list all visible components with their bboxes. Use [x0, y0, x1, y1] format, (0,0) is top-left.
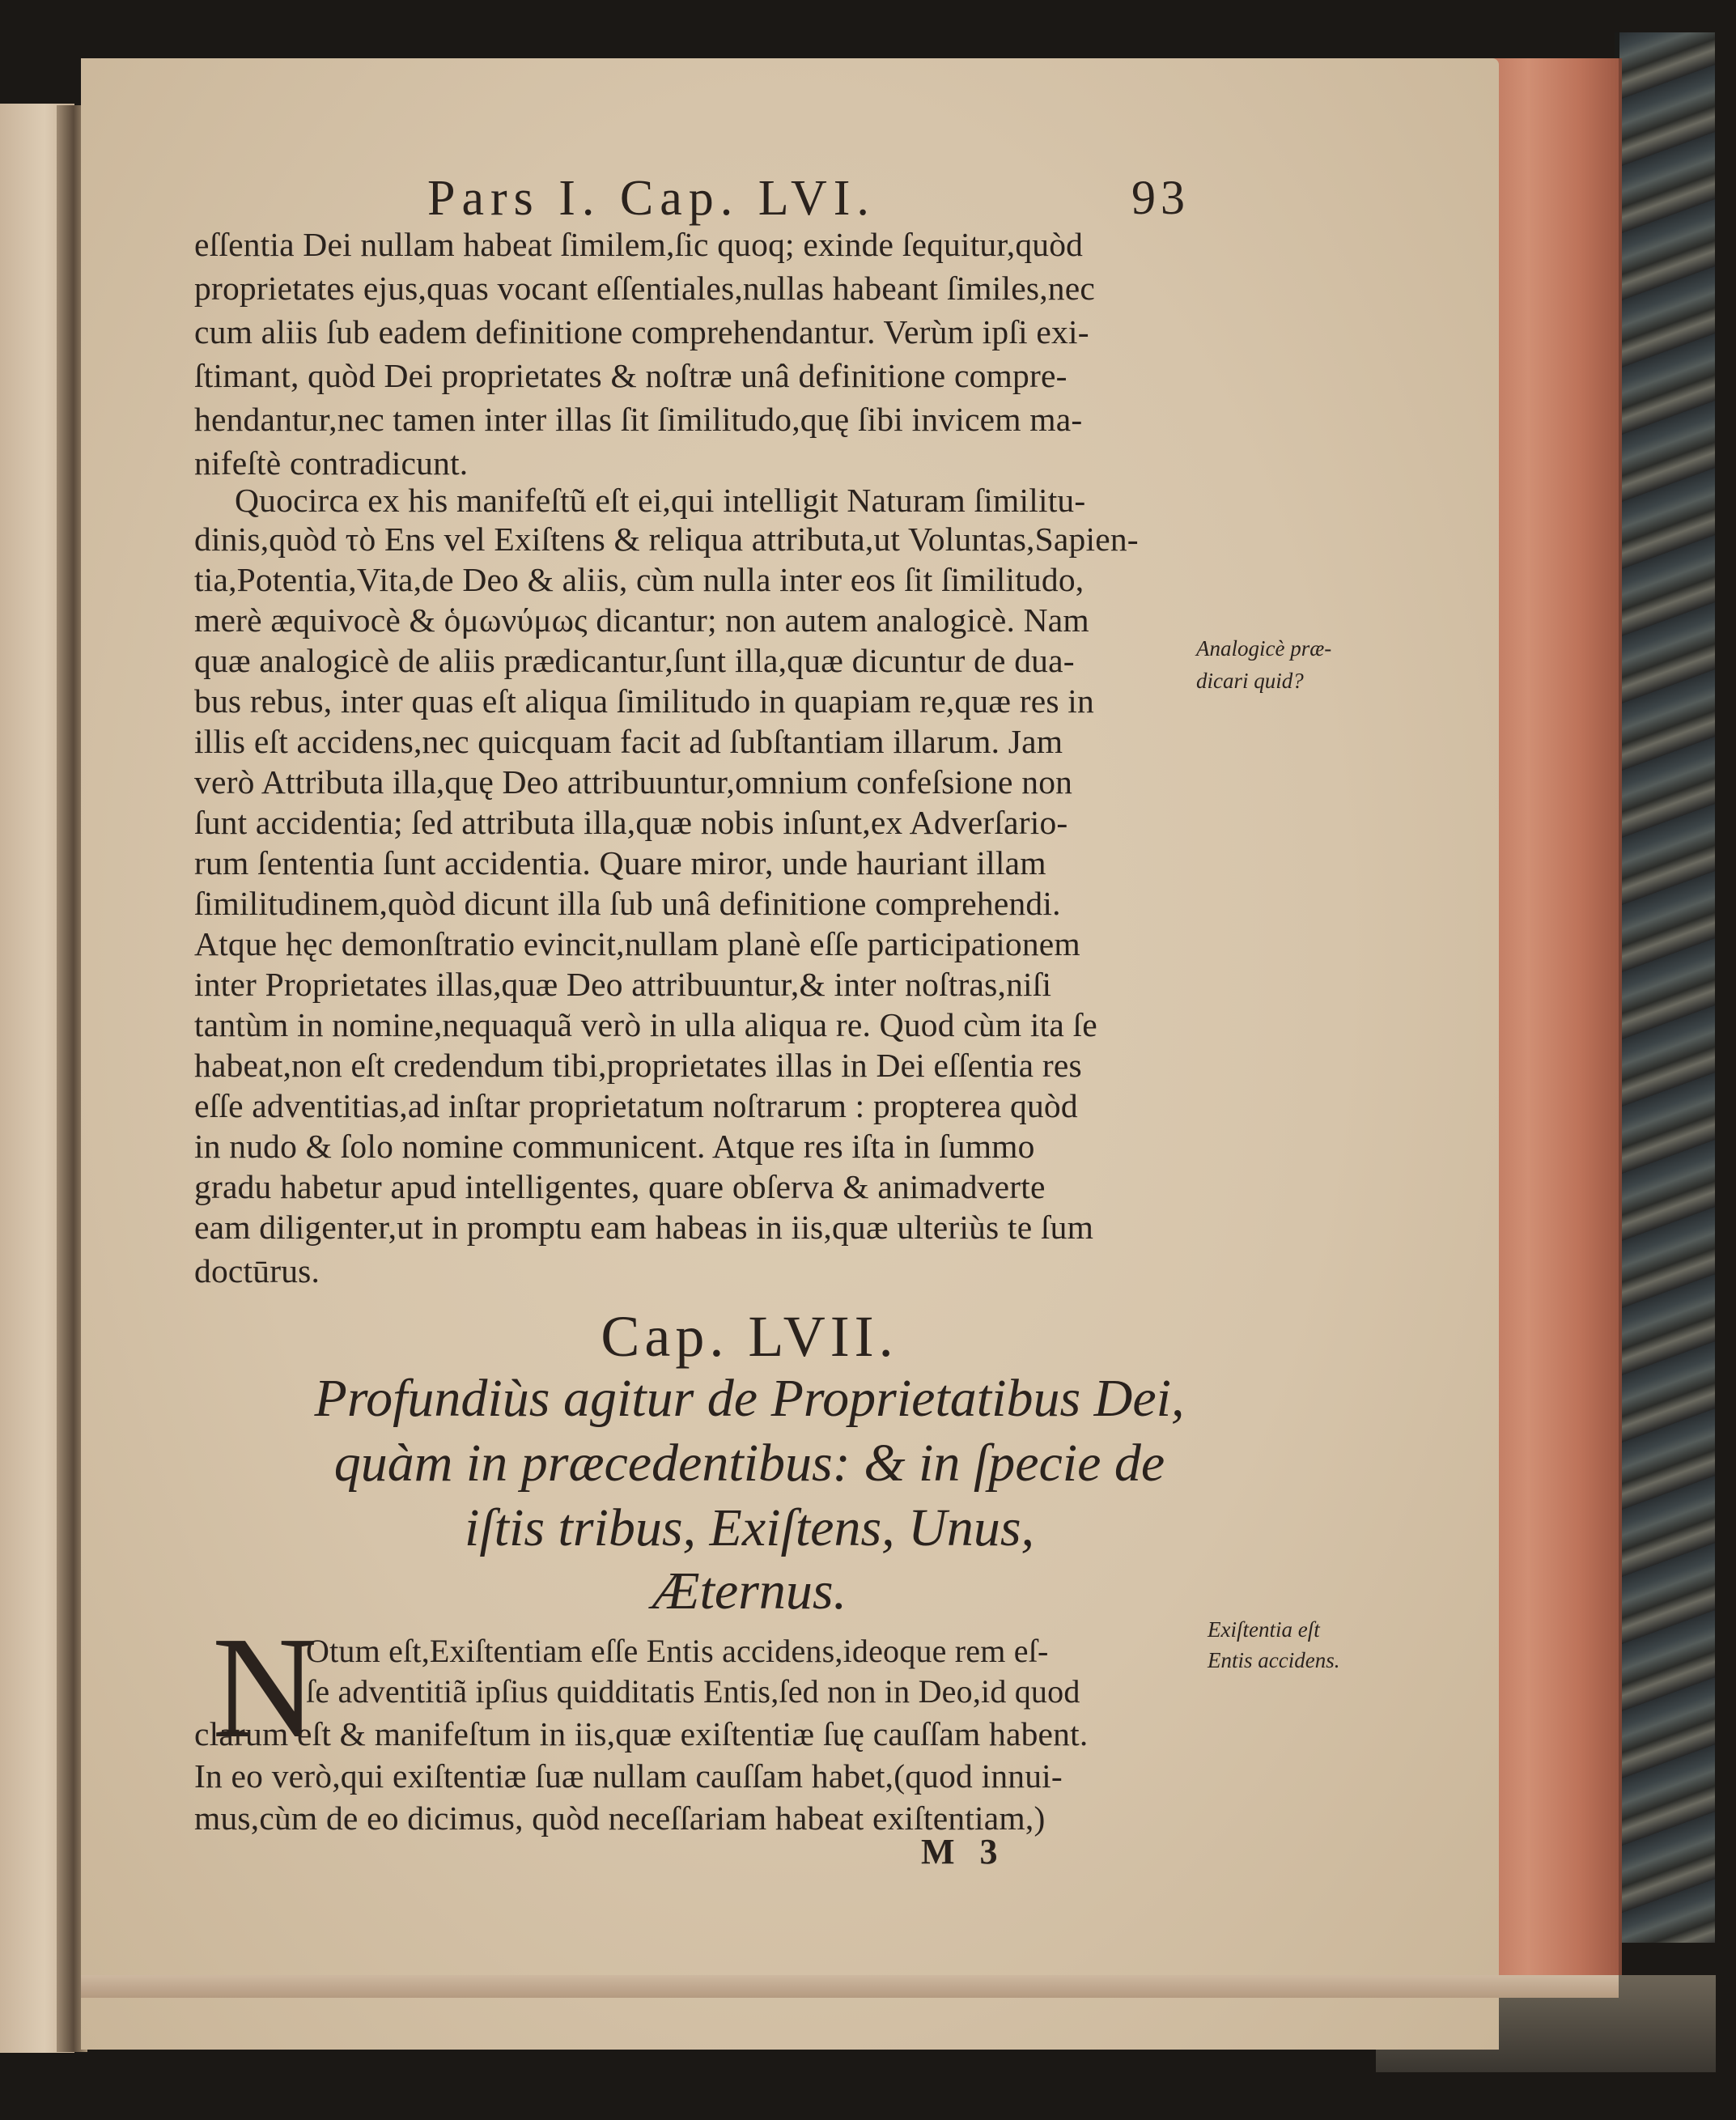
text-line: Atque hęc demonſtratio evincit,nullam planè eſſe participationem	[194, 925, 1080, 962]
text-line: habeat,non eſt credendum tibi,proprietates illas in Dei eſſentia res	[194, 1047, 1082, 1084]
running-header: Pars I. Cap. LVI.	[427, 171, 876, 226]
text-line: ſunt accidentia; ſed attributa illa,quæ nobis inſunt,ex Adverſario-	[194, 804, 1068, 841]
text-line: ſimilitudinem,quòd dicunt illa ſub unâ definitione comprehendi.	[194, 885, 1061, 922]
book-cover-edge	[1615, 32, 1715, 1943]
text-line: eam diligenter,ut in promptu eam habeas in iis,quæ ulteriùs te ſum	[194, 1209, 1094, 1246]
text-line: merè æquivocè & ὁμωνύμως dicantur; non autem analogicè. Nam	[194, 601, 1089, 639]
drop-cap: N	[212, 1607, 317, 1768]
text-line: hendantur,nec tamen inter illas ſit ſimilitudo,quę ſibi invicem ma-	[194, 401, 1083, 438]
margin-note: Exiſtentia eſt	[1208, 1617, 1320, 1642]
text-line: tantùm in nomine,nequaquã verò in ulla aliqua re. Quod cùm ita ſe	[194, 1006, 1097, 1043]
red-page-edges	[1489, 58, 1622, 2001]
text-line: clarum eſt & manifeſtum in iis,quæ exiſtentiæ ſuę cauſſam habent.	[194, 1715, 1089, 1753]
text-line: mus,cùm de eo dicimus, quòd neceſſariam habeat exiſtentiam,)	[194, 1799, 1046, 1837]
text-line: ſe adventitiã ipſius quidditatis Entis,ſed non in Deo,id quod	[306, 1673, 1080, 1710]
chapter-subtitle: Profundiùs agitur de Proprietatibus Dei,	[314, 1369, 1185, 1428]
text-line: rum ſententia ſunt accidentia. Quare miror, unde hauriant illam	[194, 844, 1046, 882]
text-line: in nudo & ſolo nomine communicent. Atque res iſta in ſummo	[194, 1128, 1035, 1165]
text-line: quæ analogicè de aliis prædicantur,ſunt illa,quæ dicuntur de dua-	[194, 642, 1075, 679]
signature-mark: M 3	[921, 1832, 1006, 1871]
text-line: cum aliis ſub eadem definitione comprehendantur. Verùm ipſi exi-	[194, 313, 1089, 351]
margin-note: dicari quid?	[1196, 669, 1304, 693]
text-line: bus rebus, inter quas eſt aliqua ſimilitudo in quapiam re,quæ res in	[194, 682, 1094, 720]
margin-note: Analogicè præ-	[1196, 636, 1332, 661]
text-line: proprietates ejus,quas vocant eſſentiales,nullas habeant ſimiles,nec	[194, 270, 1095, 307]
text-line: In eo verò,qui exiſtentiæ ſuæ nullam cauſſam habet,(quod innui-	[194, 1757, 1063, 1795]
chapter-subtitle: quàm in præcedentibus: & in ſpecie de	[333, 1434, 1165, 1493]
chapter-subtitle: iſtis tribus, Exiſtens, Unus,	[464, 1498, 1035, 1557]
chapter-subtitle: Æternus.	[652, 1561, 847, 1621]
text-line: Quocirca ex his manifeſtũ eſt ei,qui intelligit Naturam ſimilitu-	[235, 482, 1086, 519]
text-line: nifeſtè contradicunt.	[194, 444, 469, 482]
text-line: gradu habetur apud intelligentes, quare obſerva & animadverte	[194, 1168, 1046, 1205]
page-bottom-edge	[81, 1975, 1619, 1998]
margin-note: Entis accidens.	[1208, 1648, 1340, 1672]
text-line: Otum eſt,Exiſtentiam eſſe Entis accidens,ideoque rem eſ-	[306, 1633, 1049, 1669]
text-line: verò Attributa illa,quę Deo attribuuntur,omnium confeſsione non	[194, 763, 1073, 801]
page-number: 93	[1131, 171, 1190, 224]
text-line: dinis,quòd τὸ Ens vel Exiſtens & reliqua attributa,ut Voluntas,Sapien-	[194, 520, 1139, 558]
chapter-title: Cap. LVII.	[601, 1304, 898, 1369]
text-line: doctūrus.	[194, 1252, 320, 1289]
text-line: inter Proprietates illas,quæ Deo attribuuntur,& inter noſtras,niſi	[194, 966, 1052, 1003]
text-line: illis eſt accidens,nec quicquam facit ad ſubſtantiam illarum. Jam	[194, 723, 1063, 760]
text-line: eſſentia Dei nullam habeat ſimilem,ſic quoq; exinde ſequitur,quòd	[194, 226, 1084, 263]
text-line: ſtimant, quòd Dei proprietates & noſtræ unâ definitione compre-	[194, 357, 1067, 394]
text-line: tia,Potentia,Vita,de Deo & aliis, cùm nulla inter eos ſit ſimilitudo,	[194, 561, 1084, 598]
text-line: eſſe adventitias,ad inſtar proprietatum noſtrarum : propterea quòd	[194, 1087, 1078, 1124]
